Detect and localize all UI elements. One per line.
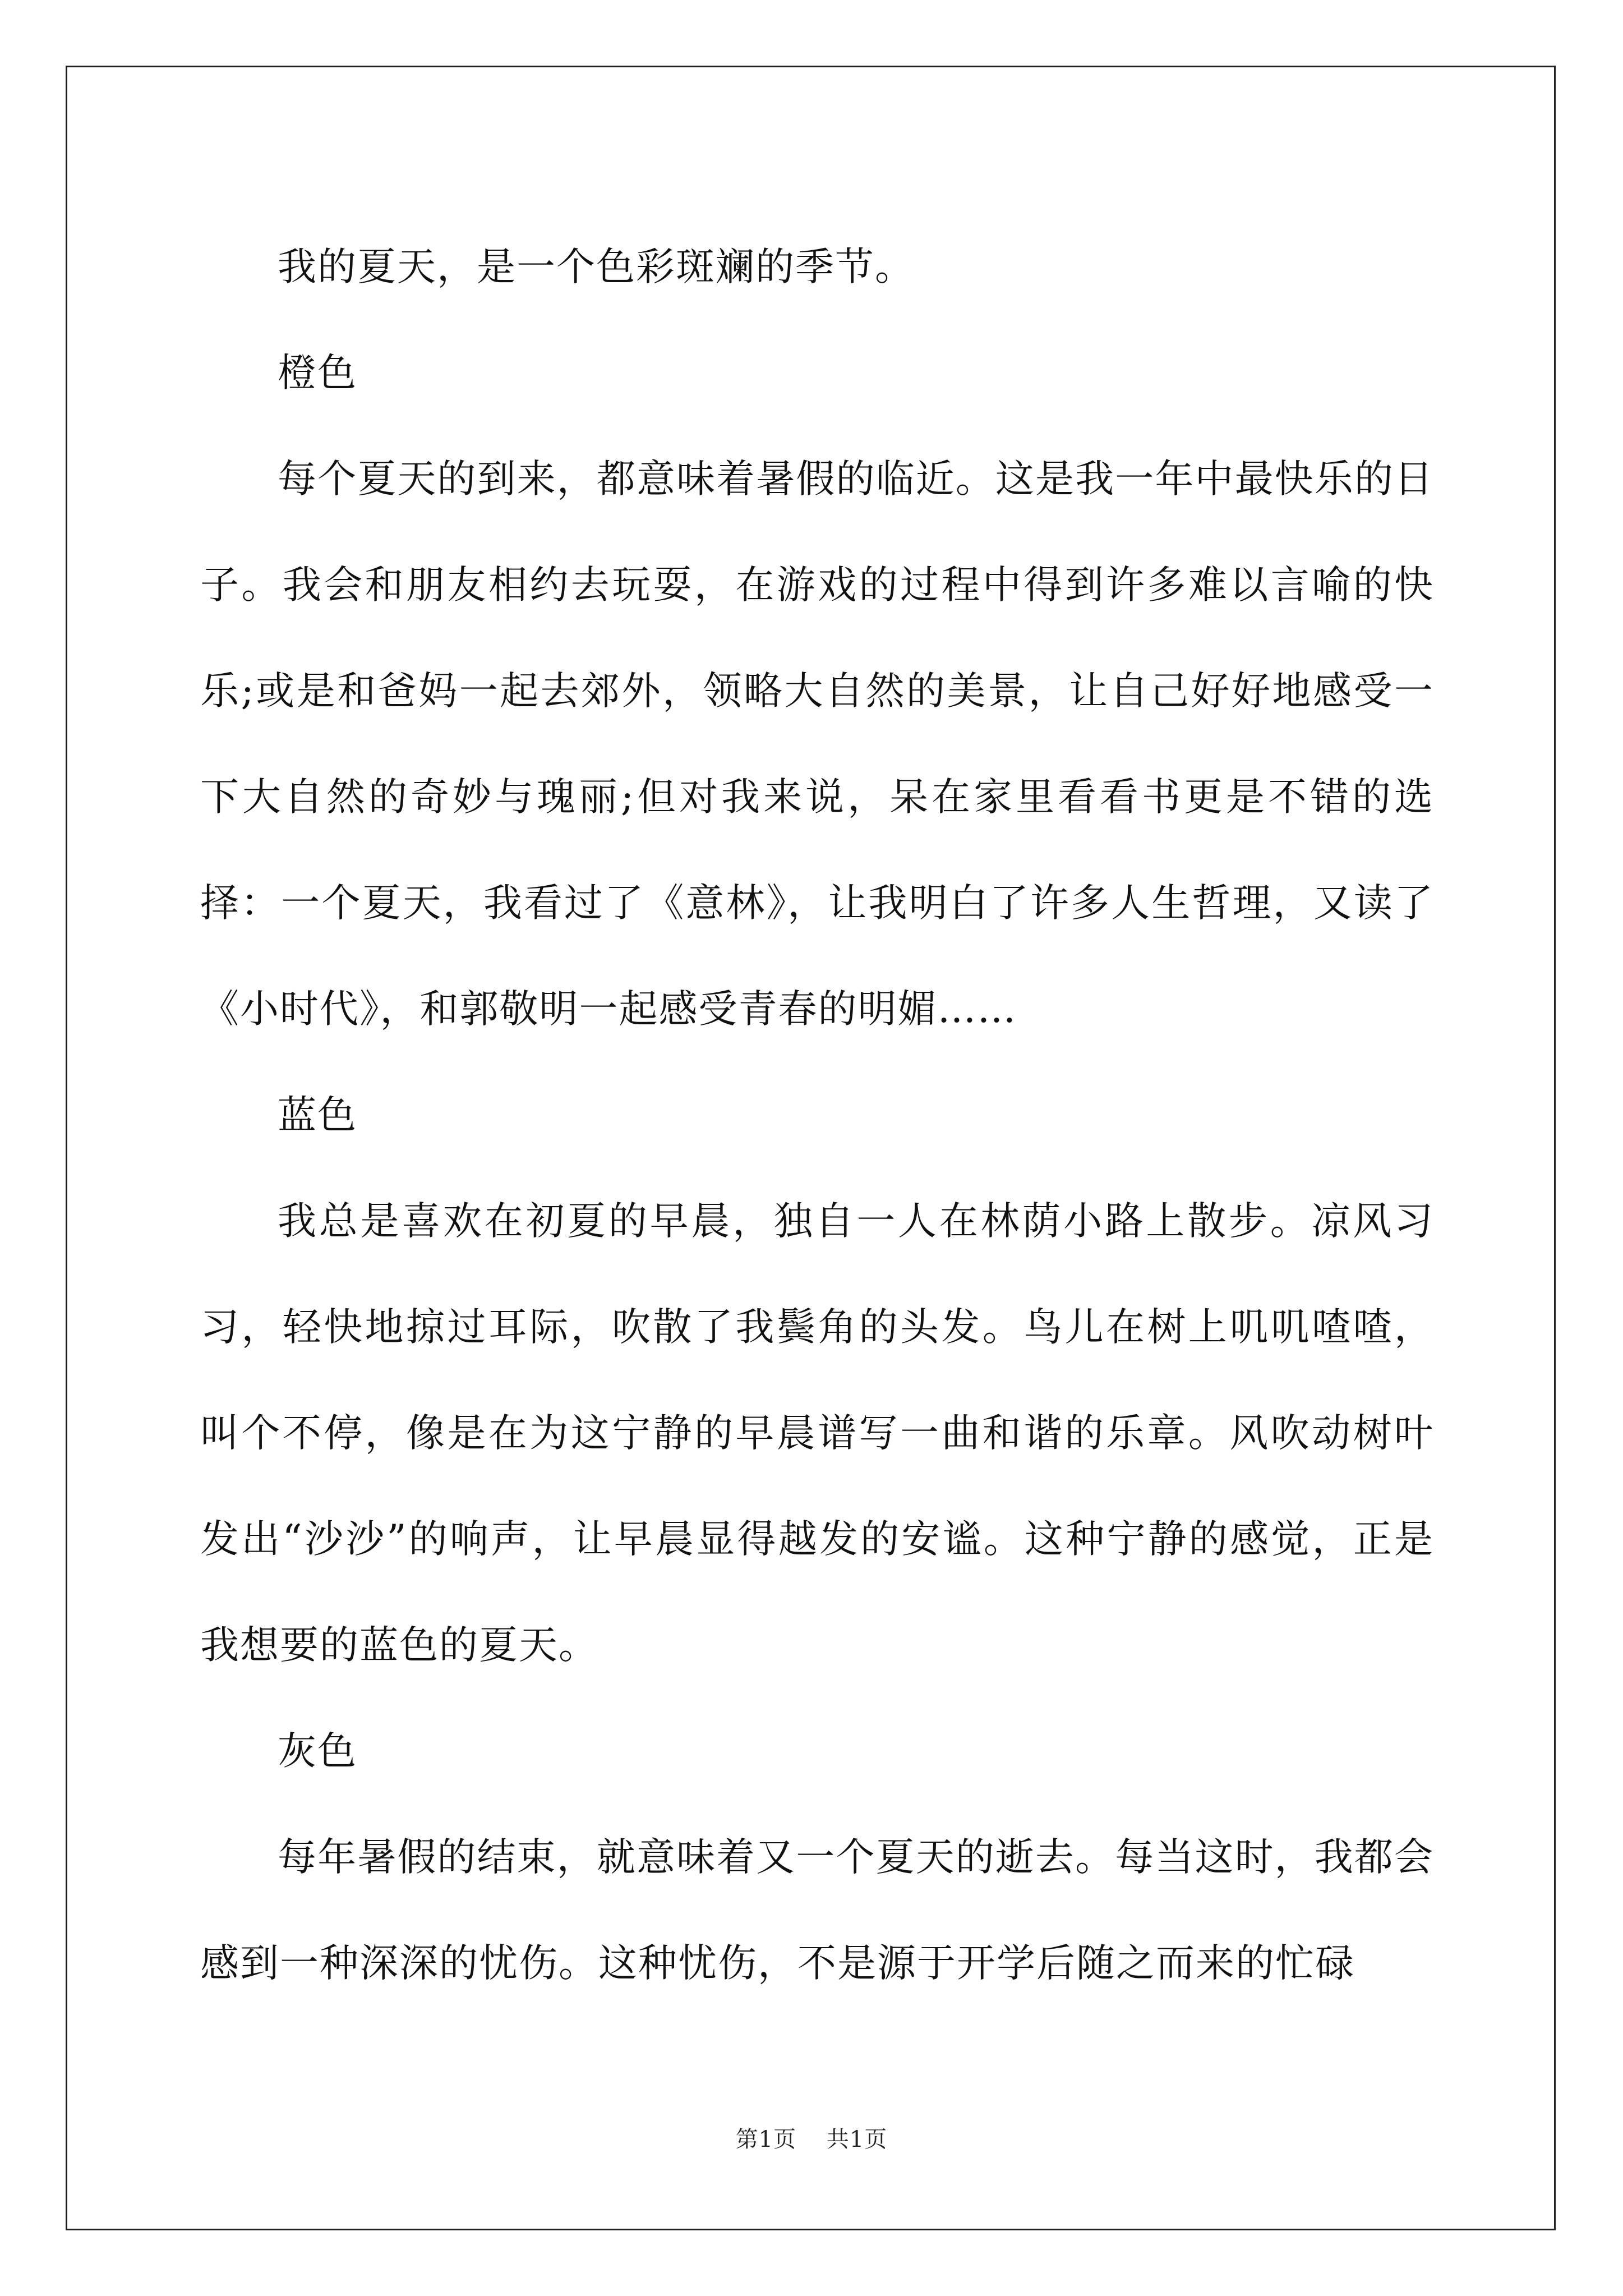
paragraph-intro: 我的夏天，是一个色彩斑斓的季节。 bbox=[278, 245, 915, 289]
paragraph-orange: 每个夏天的到来，都意味着暑假的临近。这是我一年中最快乐的日子。我会和朋友相约去玩耍，在游戏的过程中得到许多难以言喻的快乐;或是和爸妈一起去郊外，领略大自然的美景，让自己好好地感受一下大自然的奇妙与瑰丽;但对我来说，呆在家里看看书更是不错的选择：一个夏天，我看过了《意林》，让我明白了许多人生哲理，又读了《小时代》，和郭敬明一起感受青春的明媚…… bbox=[200, 457, 1434, 1032]
paragraph-blue: 我总是喜欢在初夏的早晨，独自一人在林荫小路上散步。凉风习习，轻快地掠过耳际，吹散了我鬓角的头发。鸟儿在树上叽叽喳喳，叫个不停，像是在为这宁静的早晨谱写一曲和谐的乐章。风吹动树叶发出“沙沙”的响声，让早晨显得越发的安谧。这种宁静的感觉，正是我想要的蓝色的夏天。 bbox=[200, 1199, 1434, 1668]
page-number-total: 共1页 bbox=[826, 2127, 888, 2152]
section-heading-gray: 灰色 bbox=[278, 1729, 357, 1774]
section-heading-blue: 蓝色 bbox=[278, 1093, 357, 1138]
paragraph-gray: 每年暑假的结束，就意味着又一个夏天的逝去。每当这时，我都会感到一种深深的忧伤。这种忧伤，不是源于开学后随之而来的忙碌 bbox=[200, 1835, 1434, 1986]
page-number-current: 第1页 bbox=[735, 2127, 797, 2152]
section-heading-orange: 橙色 bbox=[278, 351, 357, 395]
page-footer bbox=[0, 2122, 1623, 2154]
document-body bbox=[200, 214, 1434, 2017]
